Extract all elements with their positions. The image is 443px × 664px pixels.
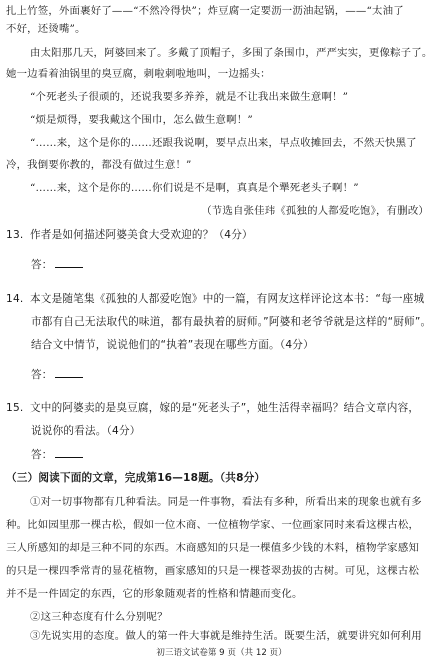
passage-b-p1-line-3: 三人所感知的却是三种不同的东西。木商感知的只是一棵值多少钱的木料，植物学家感知 (6, 542, 420, 554)
answer-15-blank[interactable] (55, 446, 83, 458)
passage-b-p3-line-1: ③先说实用的态度。做人的第一件大事就是维持生活。既要生活，就要讲究如何利用 (30, 630, 422, 642)
question-15-line-1: 文中的阿婆卖的是臭豆腐，嫁的是“死老头子”，她生活得幸福吗？结合文章内容， (30, 402, 420, 414)
passage-a-line-7: “……来，这个是你的……还跟我说啊，要早点出来，早点收摊回去，不然天快黑了 (30, 137, 417, 149)
passage-b-p1-line-5: 并不是一件固定的东西，它的形象随观者的性格和情趣而变化。 (6, 588, 303, 600)
passage-a-line-1: 扎上竹签，外面裹好了——“不然冷得快”；炸豆腐一定要沥一沥油起锅，——“太油了 (6, 5, 404, 17)
page-footer: 初三语文试卷第 9 页（共 12 页） (156, 648, 287, 658)
passage-a-line-9: “……来，这个是你的……你们说是不是啊，真真是个犟死老头子啊！” (30, 182, 359, 194)
answer-14-blank[interactable] (55, 366, 83, 378)
answer-15-label: 答： (31, 449, 53, 461)
question-13-number: 13. (6, 229, 24, 241)
answer-14-label: 答： (31, 369, 53, 381)
passage-a-line-8: 冷，我倒要你教的，都没有做过生意！” (6, 159, 192, 171)
question-15-line-2: 说说你的看法。（4分） (31, 425, 141, 437)
passage-a-source: （节选自张佳玮《孤独的人都爱吃饱》，有删改） (201, 205, 429, 217)
passage-a-line-6: “烦是烦得，要我戴这个围巾，怎么做生意啊！” (30, 114, 253, 126)
answer-13 (31, 256, 435, 273)
passage-a-line-3: 由太阳那几天，阿婆回来了。多戴了顶帽子，多围了条围巾，严严实实，更像粽子了。 (30, 47, 433, 59)
answer-15 (31, 446, 435, 463)
question-14-line-1: 本文是随笔集《孤独的人都爱吃饱》中的一篇，有网友这样评论这本书：“每一座城 (30, 293, 425, 305)
question-13 (6, 227, 435, 243)
passage-b-p1-line-4: 的只是一棵四季常青的显花植物，画家感知的只是一棵苍翠劲拔的古树。可见，这棵古松 (6, 565, 420, 577)
passage-b-p1-line-1: ①对一切事物都有几种看法。同是一件事物，看法有多种，所看出来的现象也就有多 (30, 496, 422, 508)
question-15-number: 15. (6, 402, 24, 414)
section-3-heading: （三）阅读下面的文章，完成第16—18题。（共8分） (6, 472, 266, 484)
answer-14 (31, 366, 435, 383)
answer-13-label: 答： (31, 259, 53, 271)
passage-b-p2-line-1: ②这三种态度有什么分别呢？ (30, 611, 168, 623)
question-14-number: 14. (6, 293, 24, 305)
question-13-text: 作者是如何描述阿婆美食大受欢迎的？（4分） (30, 229, 253, 241)
question-15 (6, 400, 435, 416)
question-14-line-2: 市都有自己无法取代的味道，都有最执着的厨师。”阿婆和老爷爷就是这样的“厨师”。 (31, 316, 432, 328)
question-14-line-3: 结合文中情节，说说他们的“执着”表现在哪些方面。（4分） (31, 339, 314, 351)
passage-b-p1-line-2: 种。比如园里那一棵古松，假如一位木商、一位植物学家、一位画家同时来看这棵古松， (6, 519, 420, 531)
passage-a-line-4: 她一边看着油锅里的臭豆腐，刺啦刺啦地叫，一边摇头： (6, 68, 271, 80)
question-14 (6, 291, 435, 307)
answer-13-blank[interactable] (55, 256, 83, 268)
passage-a-line-5: “个死老头子很顽的，还说我要多养养，就是不让我出来做生意啊！” (30, 91, 349, 103)
passage-a-line-2: 不好，还烫嘴”。 (6, 23, 86, 35)
